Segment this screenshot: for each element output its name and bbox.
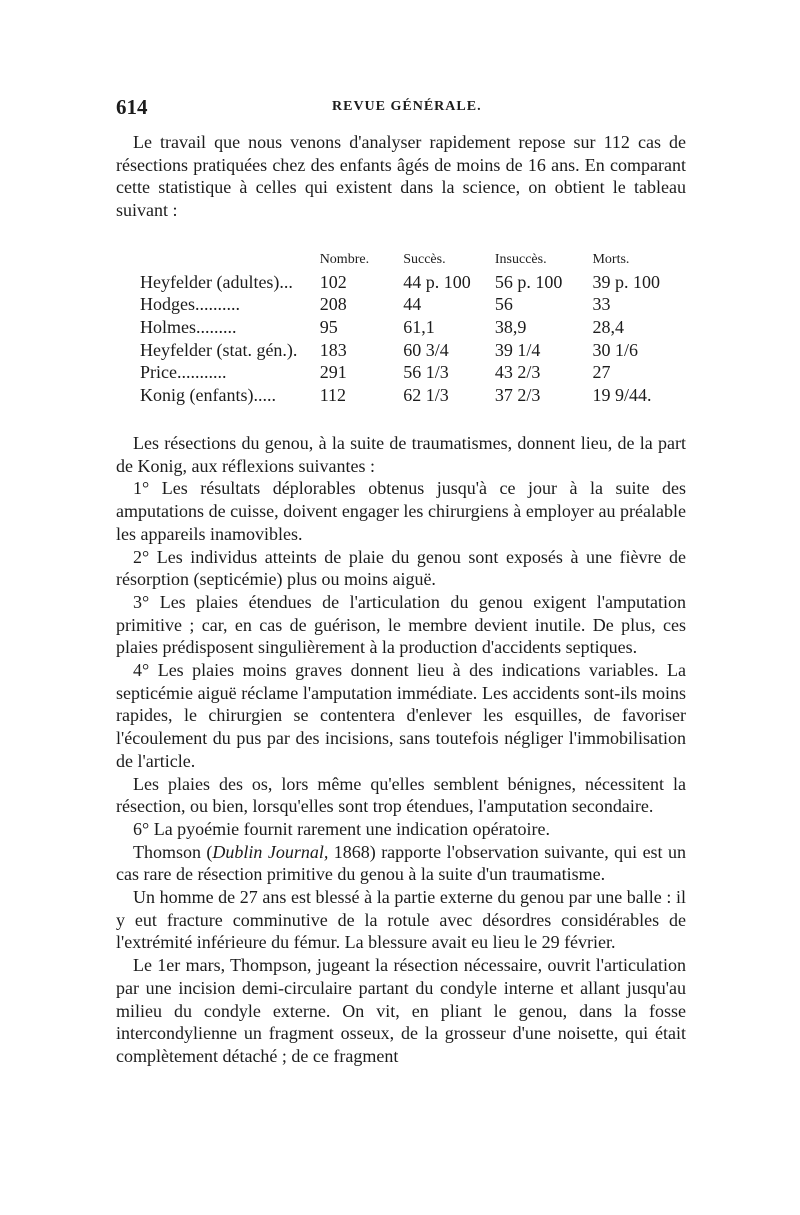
table-cell: Hodges.......... xyxy=(140,294,240,315)
table-row xyxy=(140,361,660,384)
table-cell: 19 9/44. xyxy=(592,384,652,405)
page-header xyxy=(116,95,686,121)
table-cell: 95 xyxy=(319,316,338,337)
table-header-cell: Morts. xyxy=(592,252,630,267)
table-cell: 62 1/3 xyxy=(403,384,449,405)
running-title: REVUE GÉNÉRALE. xyxy=(332,99,482,114)
table-cell: 183 xyxy=(319,339,347,360)
table-cell: Holmes......... xyxy=(140,316,237,337)
paragraph: Le 1er mars, Thompson, jugeant la résection nécessaire, ouvrit l'articulation par une incision demi-circulaire partant du condyle interne et allant jusqu'au milieu du condyle externe. On vit, en pliant le genou, dans la fosse intercondylienne un fragment osseux, de la grosseur d'une noisette, qui était complètement détaché ; de ce fragment xyxy=(116,955,686,1066)
thomson-text: Thomson ( xyxy=(133,841,213,862)
intro-paragraph: Le travail que nous venons d'analyser rapidement repose sur 112 cas de résections pratiquées chez des enfants âgés de moins de 16 ans. En comparant cette statistique à celles qui existent dans la science, on obtient le tableau suivant : xyxy=(116,132,686,221)
table-cell: 112 xyxy=(319,384,347,405)
thomson-text: 1868) rapporte l'observation suivante, qui est un cas rare de résection primitive du genou à la suite d'un traumatisme. xyxy=(116,841,686,885)
table-row xyxy=(140,384,660,407)
table-cell: 43 2/3 xyxy=(494,362,541,383)
table-row xyxy=(140,339,660,362)
statistics-table xyxy=(140,249,660,407)
table-header-cell: Nombre. xyxy=(319,252,370,267)
table-cell: 27 xyxy=(592,362,611,383)
table-header-cell: Succès. xyxy=(403,252,446,267)
table-cell: 44 p. 100 xyxy=(403,271,471,292)
table-header-cell xyxy=(140,249,320,271)
table-cell: 102 xyxy=(319,271,347,292)
page-number: 614 xyxy=(116,95,148,119)
table-cell: 44 xyxy=(403,294,422,315)
table-cell: 291 xyxy=(319,362,347,383)
table-cell: 30 1/6 xyxy=(592,339,638,360)
paragraph: 2° Les individus atteints de plaie du genou sont exposés à une fièvre de résorption (septicémie) plus ou moins aiguë. xyxy=(116,546,686,590)
table-cell: Konig (enfants)..... xyxy=(140,384,276,405)
table-cell: 60 3/4 xyxy=(403,339,449,360)
table-cell: 208 xyxy=(319,294,347,315)
table-header-cell: Insuccès. xyxy=(494,252,547,267)
journal-title: Dublin Journal, xyxy=(212,841,329,862)
paragraph: 4° Les plaies moins graves donnent lieu à des indications variables. La septicémie aiguë réclame l'amputation immédiate. Les accidents sont-ils moins rapides, le chirurgien se contentera d'enlever les esquilles, de favoriser l'écoulement du pus par des incisions, sans toutefois négliger l'immobilisation de l'article. xyxy=(116,660,686,771)
paragraph: Les plaies des os, lors même qu'elles semblent bénignes, nécessitent la résection, ou bien, lorsqu'elles sont trop étendues, l'amputation secondaire. xyxy=(116,773,686,817)
table-cell: 56 p. 100 xyxy=(494,271,563,292)
paragraph: Un homme de 27 ans est blessé à la partie externe du genou par une balle : il y eut fracture comminutive de la rotule avec désordres considérables de l'extrémité inférieure du fémur. La blessure avait eu lieu le 29 février. xyxy=(116,887,686,953)
paragraph: 6° La pyoémie fournit rarement une indication opératoire. xyxy=(133,818,551,839)
body-text xyxy=(116,432,686,1068)
table-cell: 37 2/3 xyxy=(494,384,541,405)
paragraph: Les résections du genou, à la suite de traumatismes, donnent lieu, de la part de Konig, aux réflexions suivantes : xyxy=(116,433,686,476)
thomson-paragraph xyxy=(116,841,686,886)
paragraph: 3° Les plaies étendues de l'articulation du genou exigent l'amputation primitive ; car, en cas de guérison, le membre devient inutile. De plus, ces plaies prédisposent singulièrement à la production d'accidents septiques. xyxy=(116,591,686,658)
table-cell: Heyfelder (stat. gén.). xyxy=(140,339,298,360)
table-row xyxy=(140,316,660,339)
paragraph: 1° Les résultats déplorables obtenus jusqu'à ce jour à la suite des amputations de cuisse, doivent engager les chirurgiens à employer au préalable les appareils inamovibles. xyxy=(116,478,686,544)
table-row xyxy=(140,294,660,317)
table-cell: 33 xyxy=(592,294,611,315)
table-cell: Price........... xyxy=(140,362,227,383)
table-cell: 39 1/4 xyxy=(494,339,541,360)
table-cell: 39 p. 100 xyxy=(592,271,660,292)
table-row xyxy=(140,271,660,294)
table-cell: 28,4 xyxy=(592,316,624,337)
table-cell: 61,1 xyxy=(403,316,435,337)
table-cell: 38,9 xyxy=(494,316,527,337)
table-cell: Heyfelder (adultes)... xyxy=(140,271,293,292)
table-header-row xyxy=(140,249,660,271)
table-cell: 56 xyxy=(494,294,513,315)
intro-block xyxy=(116,131,686,222)
table-cell: 56 1/3 xyxy=(403,362,449,383)
